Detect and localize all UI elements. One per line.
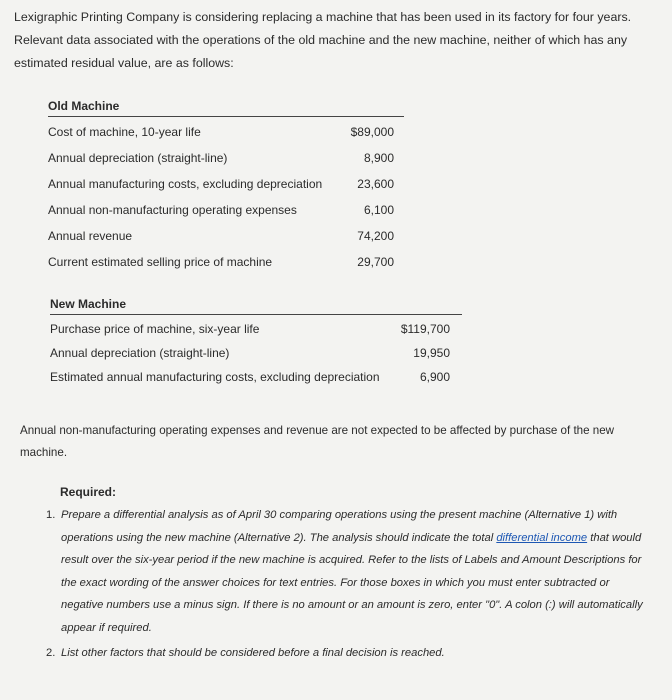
old-machine-header-rule [48,116,404,117]
requirement-1 [46,504,646,640]
table-row [48,119,404,145]
old-machine-title: Old Machine [48,99,120,113]
table-row [48,171,404,197]
table-row [50,341,462,365]
row-label: Annual depreciation (straight-line) [48,151,228,165]
row-label: Annual revenue [48,229,133,243]
requirement-number: 2. [46,647,56,659]
requirement-text-part: that would result over the six-year period if the new machine is acquired. Refer to the lists of Labels and Amount Descriptions for the exact wording of the answer choices for text entries. For those boxes in which you must enter subtracted or negative numbers use a minus sign. If there is no amount or an amount is zero, enter "0". A colon (:) will automatically appear if required. [61,531,643,634]
table-row [50,317,462,341]
row-value: 6,100 [363,203,394,217]
required-heading: Required: [60,485,117,499]
row-label: Annual non-manufacturing operating expenses [48,203,297,217]
requirement-text [61,504,646,640]
requirement-text-part: Prepare a differential analysis as of April 30 comparing operations using the present machine (Alternative 1) with operations using the new machine (Alternative 2). The analysis should indicate the total [61,509,618,544]
requirement-number: 1. [46,509,56,521]
new-machine-table [50,294,462,389]
new-machine-header-rule [50,314,462,315]
requirement-text: List other factors that should be considered before a final decision is reached. [61,647,445,659]
row-label: Current estimated selling price of machine [48,255,273,269]
row-label: Estimated annual manufacturing costs, excluding depreciation [50,370,380,384]
table-row [48,249,404,275]
old-machine-table [48,96,404,275]
row-value: 29,700 [357,255,394,269]
row-value: 8,900 [363,151,394,165]
table-row [48,197,404,223]
row-value: 74,200 [357,229,394,243]
row-value: 19,950 [413,346,450,360]
table-row [48,145,404,171]
row-value: $119,700 [400,322,450,336]
table-row [48,223,404,249]
row-label: Annual depreciation (straight-line) [50,346,230,360]
row-label: Annual manufacturing costs, excluding depreciation [48,177,323,191]
row-label: Cost of machine, 10-year life [48,125,201,139]
row-value: $89,000 [350,125,394,139]
note-paragraph: Annual non-manufacturing operating expenses and revenue are not expected to be affected by purchase of the new machine. [20,424,615,459]
table-row [50,365,462,389]
intro-paragraph: Lexigraphic Printing Company is considering replacing a machine that has been used in its factory for four years. Relevant data associated with the operations of the old machine and the new machine, neither of which has any estimated residual value, are as follows: [14,10,632,70]
requirement-2 [46,642,646,665]
differential-income-link[interactable]: differential income [496,531,588,544]
new-machine-title: New Machine [50,297,127,311]
row-value: 23,600 [357,177,394,191]
row-label: Purchase price of machine, six-year life [50,322,260,336]
row-value: 6,900 [419,370,450,384]
